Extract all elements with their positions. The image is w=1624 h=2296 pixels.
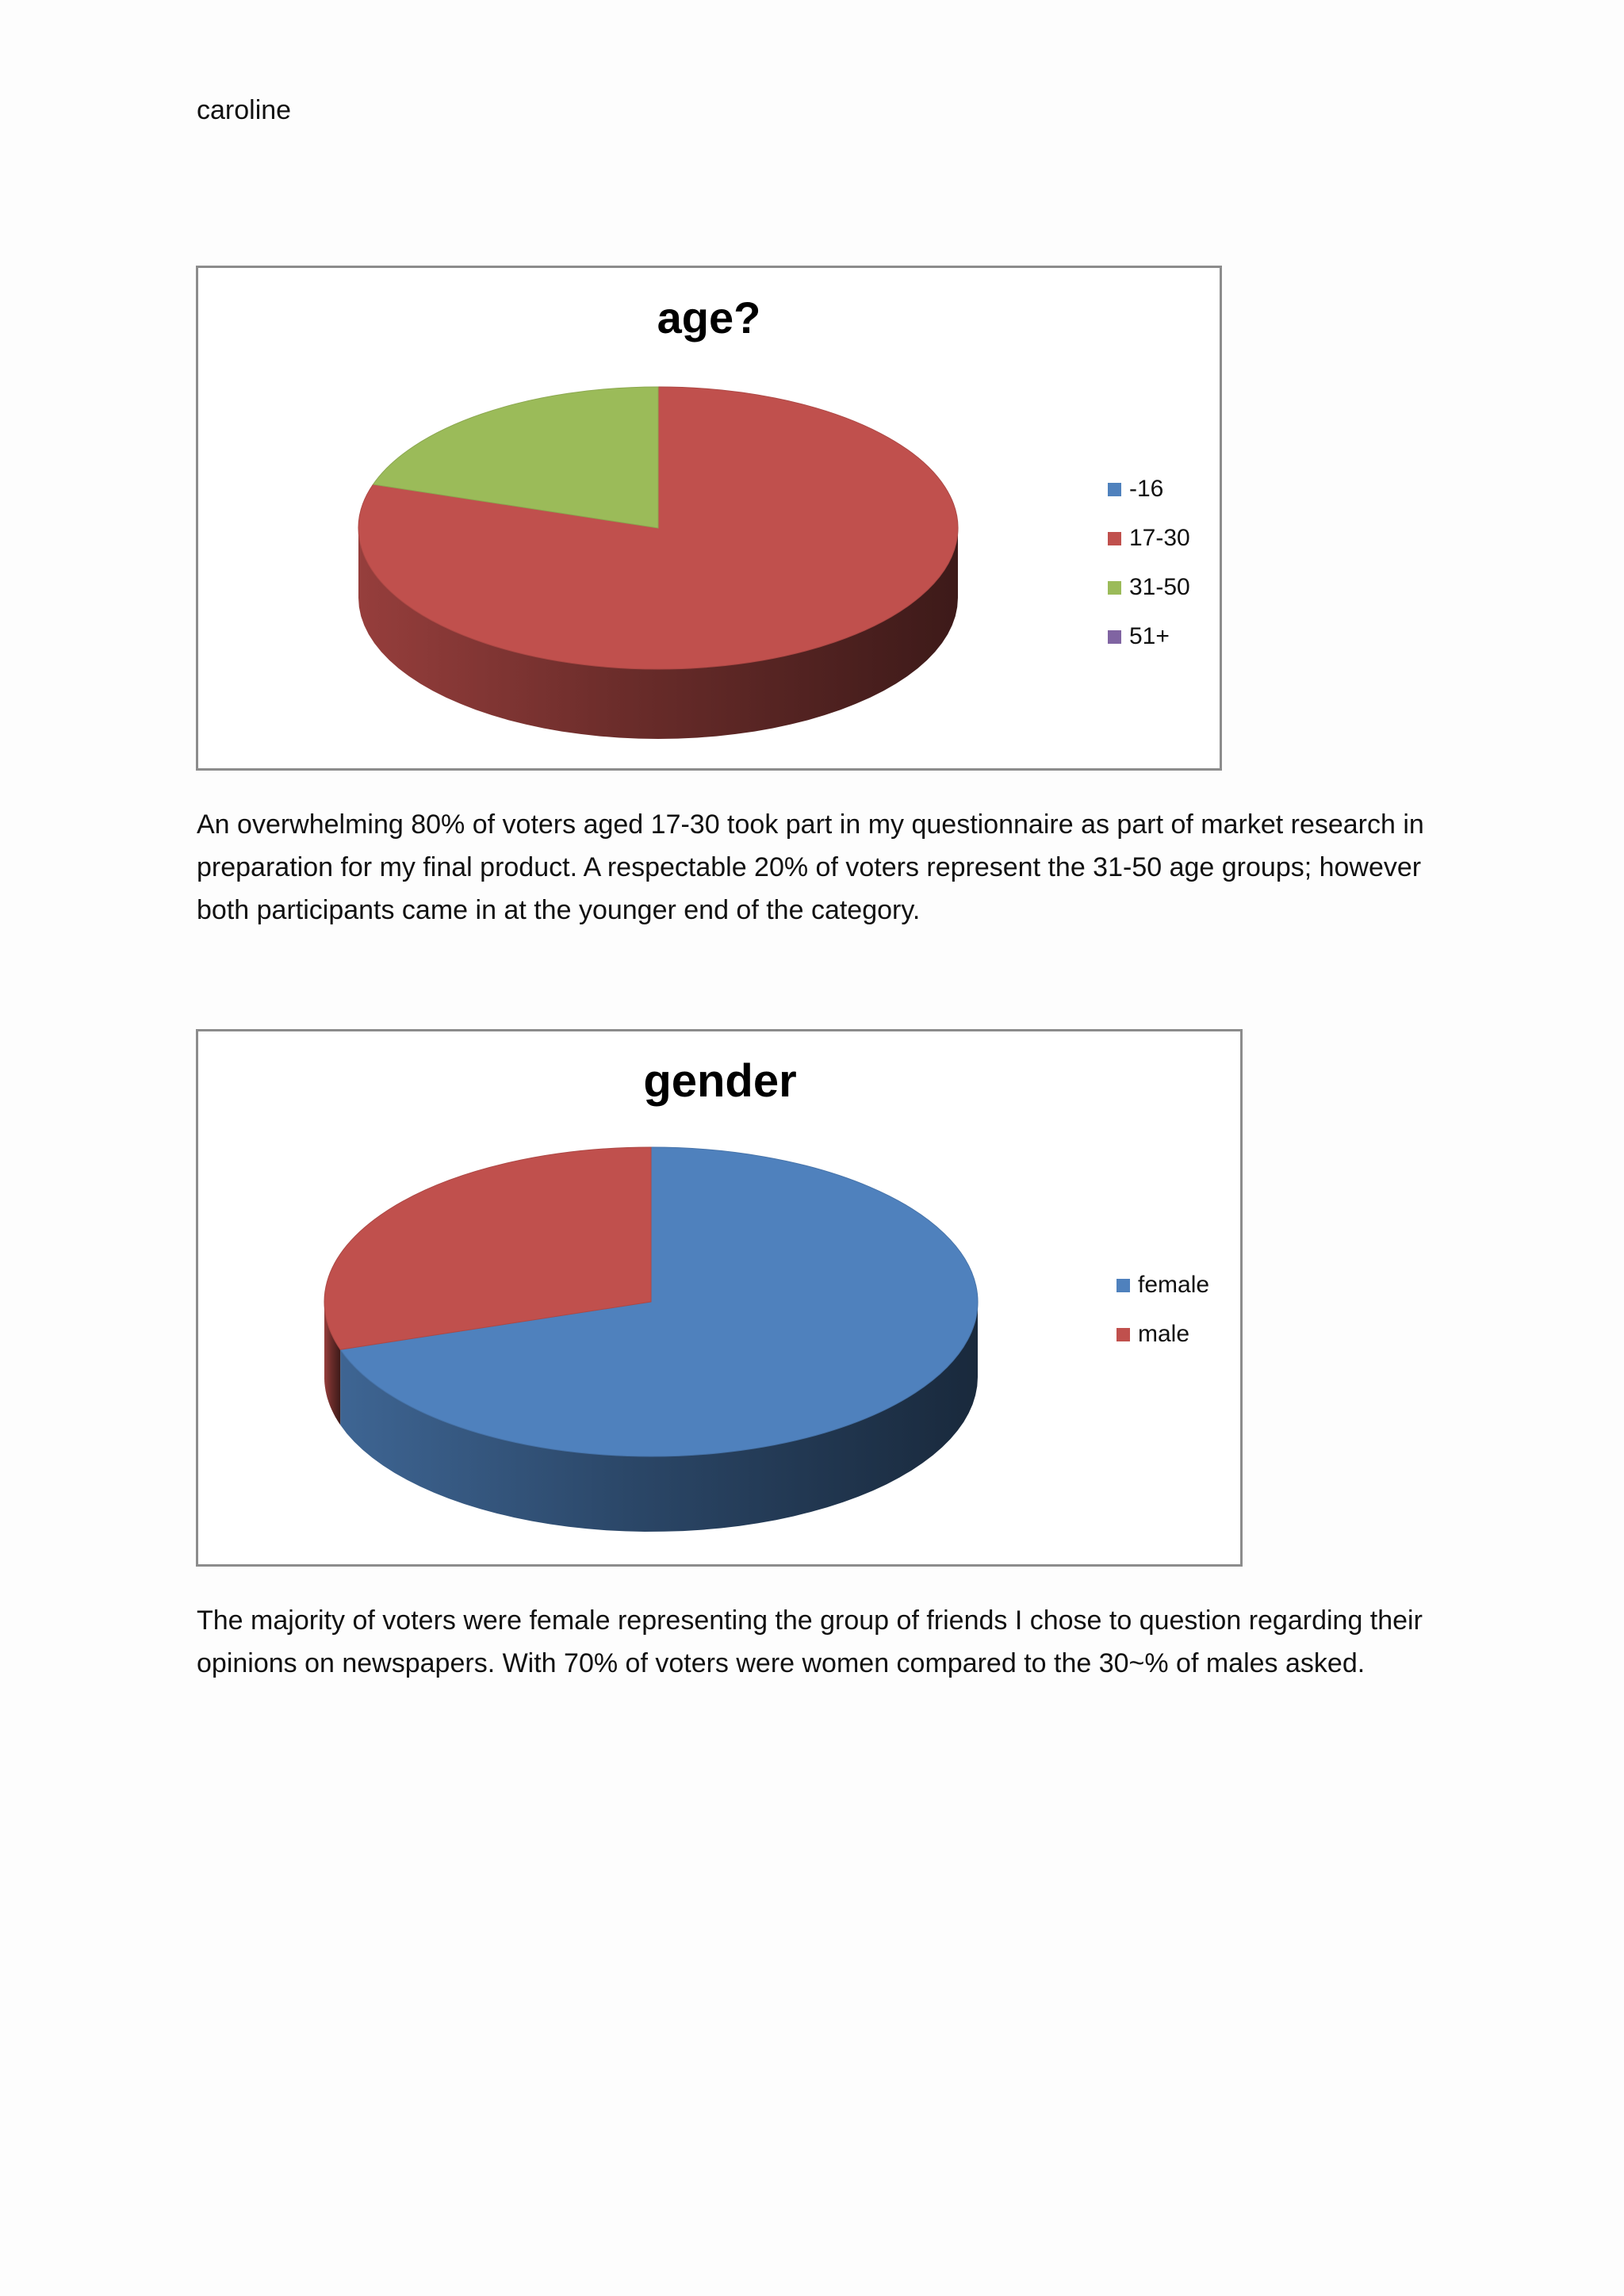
age-legend-item-17-30 [1108,514,1190,563]
gender-chart-title: gender [643,1055,797,1107]
age-pie-chart [196,266,1222,771]
gender-legend-item-male [1116,1310,1209,1359]
gender-pie-chart-svg [198,1031,1245,1569]
age-pie-chart-svg [198,268,1224,773]
age-legend-label: 17-30 [1129,525,1190,551]
gender-legend-item-female [1116,1261,1209,1310]
gender-legend-swatch [1116,1328,1130,1341]
author-name: caroline [197,95,292,125]
gender-legend-label: male [1138,1321,1190,1347]
gender-pie-chart [196,1029,1243,1567]
age-chart-title: age? [657,293,761,342]
age-summary-paragraph: An overwhelming 80% of voters aged 17-30 took part in my questionnaire as part of market research in preparation for my final product. A respectable 20% of voters represent the 31-50 age groups; however both participants came in at the younger end of the category. [197,809,1424,925]
age-chart-legend [1108,465,1190,661]
age-legend-label: 51+ [1129,623,1170,649]
age-legend-swatch [1108,630,1121,644]
gender-legend-label: female [1138,1272,1210,1298]
age-legend-swatch [1108,532,1121,545]
age-legend-item-51 [1108,612,1190,661]
age-legend-item-16 [1108,465,1190,514]
age-legend-swatch [1108,483,1121,496]
gender-legend-swatch [1116,1279,1130,1292]
age-legend-label: 31-50 [1129,574,1190,600]
gender-chart-legend [1116,1261,1209,1359]
age-legend-swatch [1108,581,1121,595]
age-legend-label: -16 [1129,476,1164,502]
age-legend-item-31-50 [1108,563,1190,612]
gender-summary-paragraph: The majority of voters were female representing the group of friends I chose to question regarding their opinions on newspapers. With 70% of voters were women compared to the 30~% of males asked. [197,1605,1423,1678]
